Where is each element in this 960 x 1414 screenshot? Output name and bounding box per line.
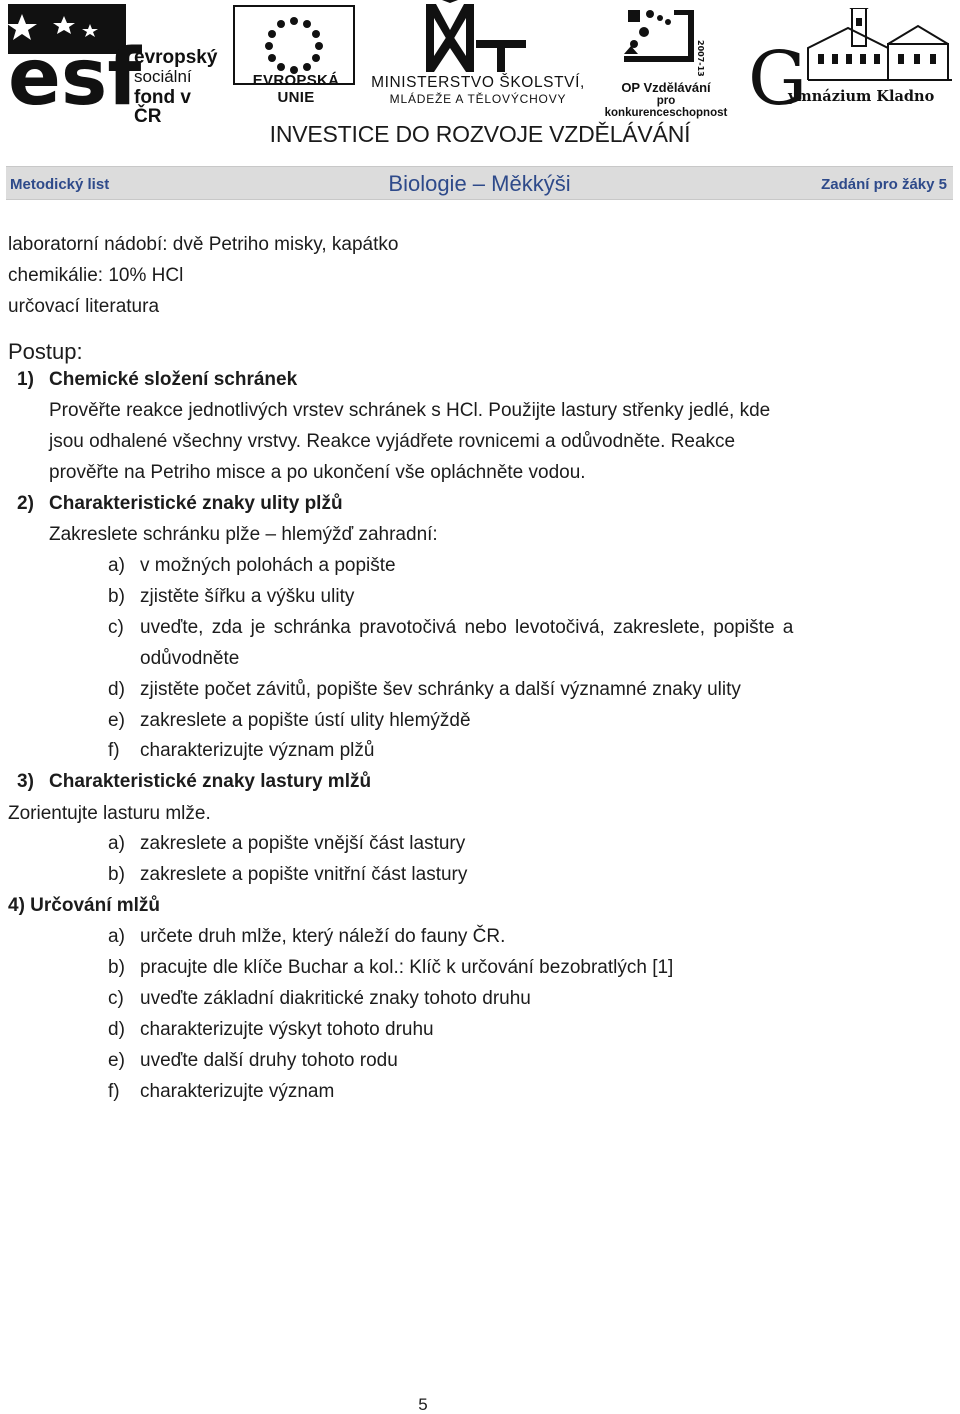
page-title: Biologie – Měkkýši	[388, 171, 571, 196]
material-line: chemikálie: 10% HCl	[8, 265, 184, 286]
msmt-mark-icon	[368, 0, 588, 74]
item-label: a)	[108, 555, 125, 576]
item-label: d)	[108, 1019, 125, 1040]
section2-number: 2)	[17, 493, 34, 514]
item-label: f)	[108, 1081, 120, 1102]
material-line: laboratorní nádobí: dvě Petriho misky, kapátko	[8, 234, 399, 255]
msmt-line2: MLÁDEŽE A TĚLOVÝCHOVY	[389, 92, 567, 106]
msmt-logo	[368, 0, 588, 108]
section3-intro: Zorientujte lasturu mlže.	[8, 803, 211, 824]
list-item	[108, 927, 505, 946]
item-label: c)	[108, 617, 124, 638]
item-label: c)	[108, 988, 124, 1009]
page-number: 5	[418, 1395, 428, 1414]
item-label: b)	[108, 957, 125, 978]
section2-title: Charakteristické znaky ulity plžů	[49, 493, 343, 514]
list-item	[108, 989, 531, 1008]
list-item	[108, 618, 793, 637]
item-label: e)	[108, 710, 125, 731]
section2-heading	[17, 494, 343, 513]
op-line2: pro konkurenceschopnost	[604, 95, 728, 119]
section1-line: prověřte na Petriho misce a po ukončení vše opláchněte vodou.	[49, 462, 586, 483]
item-text: zjistěte počet závitů, popište šev schránky a další významné znaky ulity	[140, 679, 741, 700]
op-logo	[594, 6, 738, 119]
item-text: charakterizujte výskyt tohoto druhu	[140, 1019, 434, 1040]
op-line1: OP Vzdělávání	[621, 80, 711, 95]
eu-label: EVROPSKÁ UNIE	[252, 72, 340, 106]
item-text: zakreslete a popište vnější část lastury	[140, 833, 466, 854]
list-item	[108, 1051, 398, 1070]
item-text: zakreslete a popište ústí ulity hlemýždě	[140, 710, 471, 731]
eu-logo	[232, 4, 360, 108]
item-text: pracujte dle klíče Buchar a kol.: Klíč k určování bezobratlých [1]	[140, 957, 674, 978]
item-continuation: odůvodněte	[140, 648, 240, 669]
section3-heading	[17, 772, 371, 791]
list-item	[108, 958, 673, 977]
section3-title: Charakteristické znaky lastury mlžů	[49, 771, 372, 792]
svg-text:G: G	[748, 36, 808, 108]
esf-line2: sociální	[134, 67, 192, 86]
item-text: určete druh mlže, který náleží do fauny ČR.	[140, 926, 506, 947]
gymnazium-text: ymnázium Kladno	[788, 88, 935, 105]
list-item	[108, 587, 354, 606]
section1-title: Chemické složení schránek	[49, 369, 298, 390]
item-text: charakterizujte význam plžů	[140, 740, 375, 761]
svg-text:esf: esf	[8, 33, 142, 108]
list-item	[108, 1082, 334, 1101]
op-years: 2007-13	[696, 40, 705, 77]
gymnazium-logo	[748, 8, 954, 108]
list-item	[108, 711, 471, 730]
list-item	[108, 741, 374, 760]
item-text: uveďte, zda je schránka pravotočivá nebo levotočivá, zakreslete, popište a	[140, 617, 794, 638]
item-label: a)	[108, 926, 125, 947]
item-label: a)	[108, 833, 125, 854]
item-label: d)	[108, 679, 125, 700]
item-text: v možných polohách a popište	[140, 555, 396, 576]
op-mark-icon	[594, 6, 738, 80]
item-label: f)	[108, 740, 120, 761]
section1-heading	[17, 370, 297, 389]
item-text: uveďte další druhy tohoto rodu	[140, 1050, 398, 1071]
header-left: Metodický list	[10, 176, 110, 193]
section1-line: jsou odhalené všechny vrstvy. Reakce vyjádřete rovnicemi a odůvodněte. Reakce	[49, 431, 736, 452]
section4-heading: 4) Určování mlžů	[8, 895, 161, 916]
item-text: uveďte základní diakritické znaky tohoto druhu	[140, 988, 531, 1009]
list-item	[108, 834, 465, 853]
section2-intro: Zakreslete schránku plže – hlemýžď zahradní:	[49, 524, 438, 545]
postup-heading: Postup:	[8, 339, 83, 364]
section1-line: Prověřte reakce jednotlivých vrstev schránek s HCl. Použijte lastury střenky jedlé, kde	[49, 400, 771, 421]
item-text: zakreslete a popište vnitřní část lastury	[140, 864, 468, 885]
list-item	[108, 680, 741, 699]
list-item	[108, 1020, 434, 1039]
esf-logo	[8, 4, 220, 127]
section1-number: 1)	[17, 369, 34, 390]
item-text: zjistěte šířku a výšku ulity	[140, 586, 355, 607]
list-item	[108, 865, 467, 884]
investice-banner: INVESTICE DO ROZVOJE VZDĚLÁVÁNÍ	[269, 121, 691, 147]
item-label: b)	[108, 586, 125, 607]
esf-line1: evropský	[134, 47, 218, 68]
header-right: Zadání pro žáky 5	[821, 176, 947, 193]
item-label: b)	[108, 864, 125, 885]
header-bar	[6, 166, 953, 200]
esf-line3: fond v ČR	[134, 87, 191, 127]
section3-number: 3)	[17, 771, 34, 792]
item-text: charakterizujte význam	[140, 1081, 335, 1102]
item-label: e)	[108, 1050, 125, 1071]
msmt-line1: MINISTERSTVO ŠKOLSTVÍ,	[371, 74, 585, 91]
list-item	[108, 556, 396, 575]
material-line: určovací literatura	[8, 296, 160, 317]
